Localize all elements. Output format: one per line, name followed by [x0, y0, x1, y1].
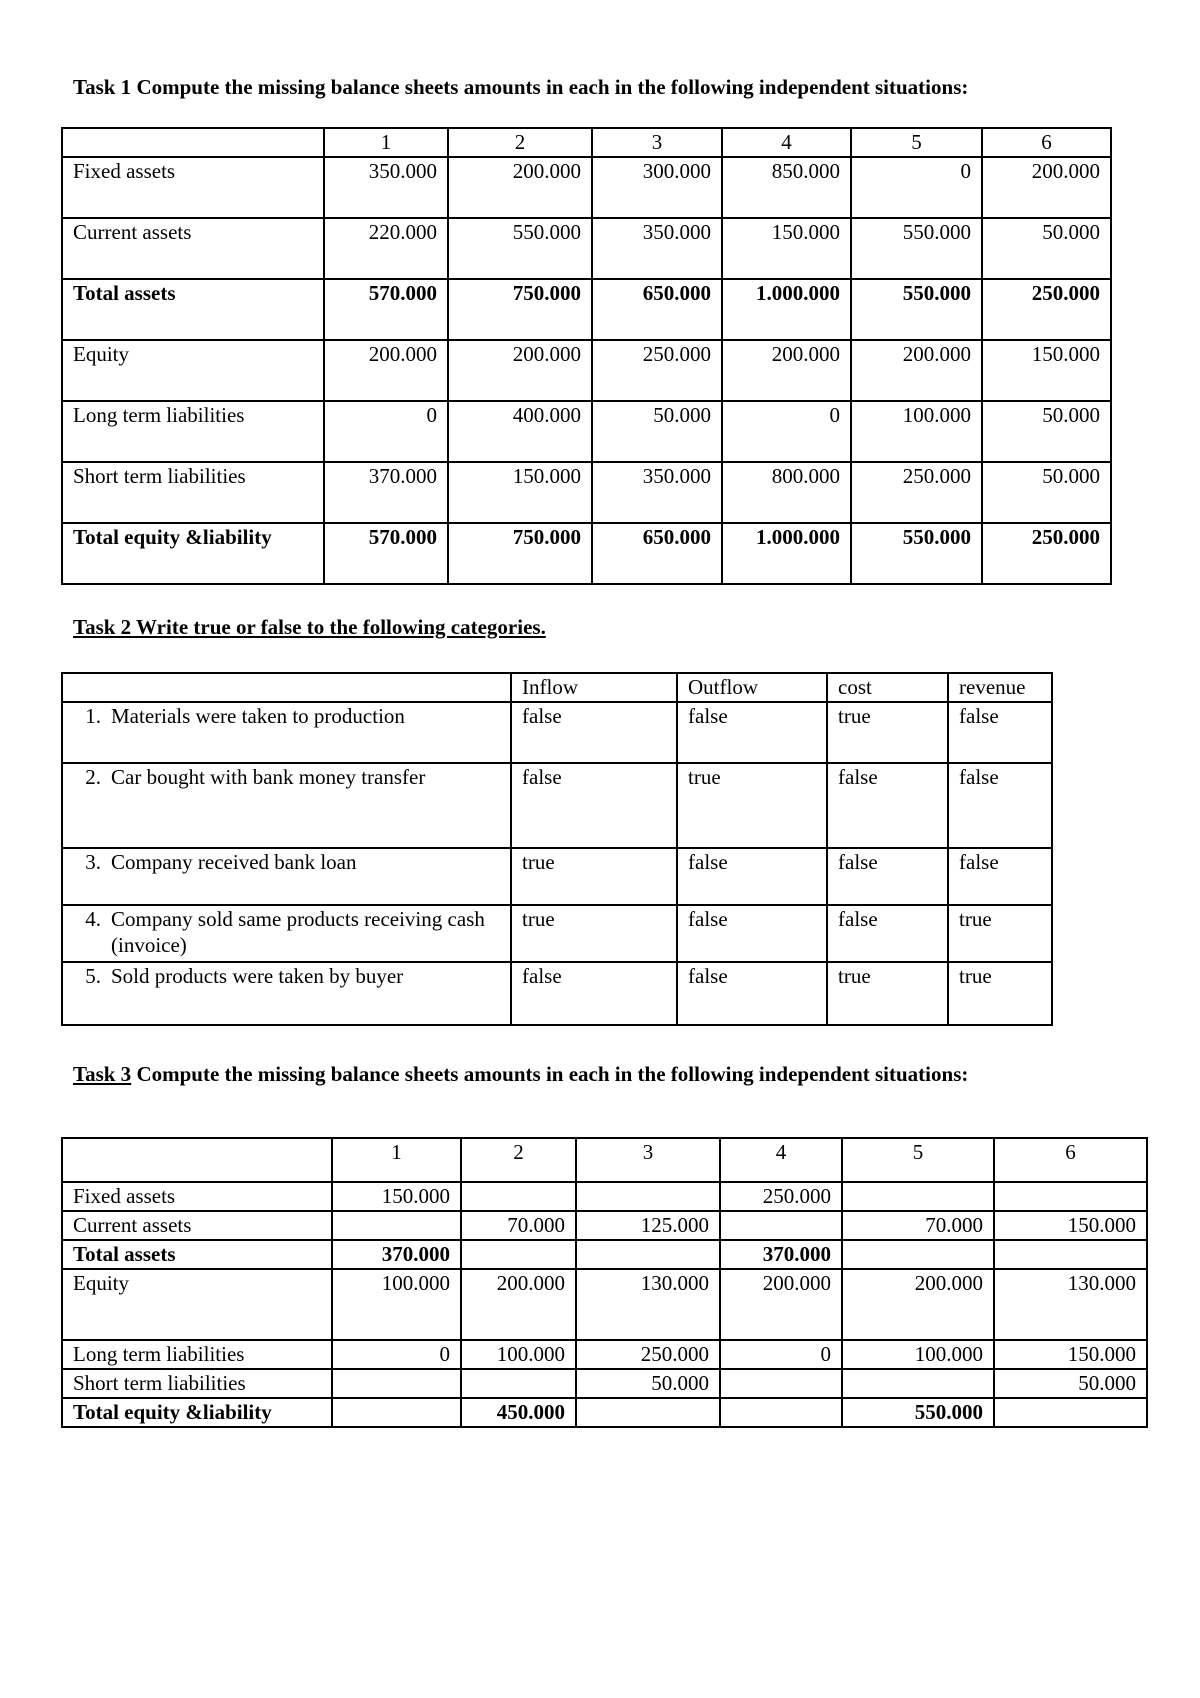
answer-cell: true — [511, 848, 677, 905]
value-cell: 750.000 — [448, 523, 592, 584]
answer-cell: false — [948, 702, 1052, 763]
task3-row-fixed-assets — [62, 1182, 1147, 1211]
answer-cell: false — [827, 848, 948, 905]
value-cell: 650.000 — [592, 523, 722, 584]
value-cell: 570.000 — [324, 523, 448, 584]
row-label: Fixed assets — [62, 157, 324, 218]
item-number: 3. — [85, 850, 101, 874]
value-cell: 150.000 — [332, 1182, 461, 1211]
value-cell — [720, 1369, 842, 1398]
task1-table — [61, 127, 1112, 585]
task2-heading-text: Task 2 Write true or false to the following categories. — [73, 615, 546, 639]
value-cell: 350.000 — [592, 462, 722, 523]
value-cell — [576, 1240, 720, 1269]
row-label: Short term liabilities — [62, 1369, 332, 1398]
task2-row-label — [62, 848, 511, 905]
value-cell: 550.000 — [851, 218, 982, 279]
task3-heading-text: Compute the missing balance sheets amounts in each in the following independent situations: — [131, 1062, 969, 1086]
item-text: Car bought with bank money transfer — [111, 765, 426, 789]
row-label: Long term liabilities — [62, 401, 324, 462]
answer-cell: true — [827, 702, 948, 763]
value-cell: 350.000 — [324, 157, 448, 218]
answer-cell: false — [677, 848, 827, 905]
answer-cell: true — [948, 962, 1052, 1025]
task2-col-header: Outflow — [677, 673, 827, 702]
task1-row-total-assets — [62, 279, 1111, 340]
task2-corner-cell — [62, 673, 511, 702]
value-cell: 50.000 — [982, 218, 1111, 279]
value-cell — [461, 1369, 576, 1398]
value-cell: 0 — [851, 157, 982, 218]
value-cell — [332, 1369, 461, 1398]
value-cell — [576, 1182, 720, 1211]
value-cell: 150.000 — [994, 1340, 1147, 1369]
value-cell: 370.000 — [720, 1240, 842, 1269]
task2-row-label — [62, 763, 511, 848]
value-cell: 550.000 — [851, 523, 982, 584]
item-text: Company sold same products receiving cash (invoice) — [111, 907, 485, 957]
answer-cell: false — [827, 763, 948, 848]
value-cell: 350.000 — [592, 218, 722, 279]
value-cell: 50.000 — [994, 1369, 1147, 1398]
row-label: Long term liabilities — [62, 1340, 332, 1369]
task2-row-label — [62, 702, 511, 763]
row-label: Equity — [62, 1269, 332, 1340]
task2-row — [62, 702, 1052, 763]
value-cell: 50.000 — [592, 401, 722, 462]
task1-row-current-assets — [62, 218, 1111, 279]
task2-col-header: cost — [827, 673, 948, 702]
value-cell: 200.000 — [324, 340, 448, 401]
value-cell: 50.000 — [982, 462, 1111, 523]
task3-heading — [73, 1062, 968, 1087]
value-cell: 370.000 — [324, 462, 448, 523]
value-cell — [842, 1182, 994, 1211]
task3-col-header: 4 — [720, 1138, 842, 1182]
value-cell — [994, 1182, 1147, 1211]
value-cell: 200.000 — [461, 1269, 576, 1340]
value-cell: 250.000 — [851, 462, 982, 523]
value-cell: 150.000 — [994, 1211, 1147, 1240]
value-cell: 250.000 — [982, 523, 1111, 584]
task2-header-row — [62, 673, 1052, 702]
item-text: Sold products were taken by buyer — [111, 964, 404, 988]
row-label: Total equity &liability — [62, 523, 324, 584]
value-cell: 450.000 — [461, 1398, 576, 1427]
value-cell — [994, 1398, 1147, 1427]
value-cell: 300.000 — [592, 157, 722, 218]
value-cell — [994, 1240, 1147, 1269]
task2-col-header: revenue — [948, 673, 1052, 702]
value-cell — [461, 1240, 576, 1269]
value-cell: 1.000.000 — [722, 523, 851, 584]
answer-cell: false — [511, 763, 677, 848]
value-cell: 200.000 — [448, 157, 592, 218]
task2-row — [62, 763, 1052, 848]
task1-col-header: 3 — [592, 128, 722, 157]
task3-row-short-term-liabilities — [62, 1369, 1147, 1398]
row-label: Equity — [62, 340, 324, 401]
value-cell: 250.000 — [592, 340, 722, 401]
value-cell: 550.000 — [448, 218, 592, 279]
task1-corner-cell — [62, 128, 324, 157]
task1-col-header: 4 — [722, 128, 851, 157]
value-cell: 100.000 — [461, 1340, 576, 1369]
value-cell: 0 — [722, 401, 851, 462]
value-cell — [576, 1398, 720, 1427]
row-label: Fixed assets — [62, 1182, 332, 1211]
task3-row-equity — [62, 1269, 1147, 1340]
value-cell — [332, 1398, 461, 1427]
answer-cell: false — [511, 702, 677, 763]
item-text: Materials were taken to production — [111, 704, 405, 728]
answer-cell: false — [677, 962, 827, 1025]
value-cell: 200.000 — [842, 1269, 994, 1340]
value-cell: 130.000 — [576, 1269, 720, 1340]
task3-row-total-assets — [62, 1240, 1147, 1269]
item-number: 5. — [85, 964, 101, 988]
value-cell — [842, 1240, 994, 1269]
task1-heading — [73, 75, 968, 100]
task1-row-fixed-assets — [62, 157, 1111, 218]
task1-row-equity — [62, 340, 1111, 401]
value-cell: 70.000 — [461, 1211, 576, 1240]
value-cell: 150.000 — [982, 340, 1111, 401]
value-cell: 850.000 — [722, 157, 851, 218]
task1-heading-prefix: Task 1 — [73, 75, 132, 99]
value-cell: 250.000 — [982, 279, 1111, 340]
task3-header-row — [62, 1138, 1147, 1182]
answer-cell: true — [948, 905, 1052, 962]
answer-cell: false — [948, 848, 1052, 905]
task1-col-header: 2 — [448, 128, 592, 157]
answer-cell: true — [677, 763, 827, 848]
value-cell — [842, 1369, 994, 1398]
task3-row-long-term-liabilities — [62, 1340, 1147, 1369]
task3-col-header: 2 — [461, 1138, 576, 1182]
row-label: Current assets — [62, 218, 324, 279]
task2-row-label — [62, 905, 511, 962]
answer-cell: true — [827, 962, 948, 1025]
task1-row-total-equity-liability — [62, 523, 1111, 584]
task2-heading — [73, 615, 546, 640]
task3-col-header: 5 — [842, 1138, 994, 1182]
item-text: Company received bank loan — [111, 850, 357, 874]
row-label: Total equity &liability — [62, 1398, 332, 1427]
value-cell: 370.000 — [332, 1240, 461, 1269]
task3-col-header: 6 — [994, 1138, 1147, 1182]
answer-cell: false — [677, 702, 827, 763]
value-cell: 1.000.000 — [722, 279, 851, 340]
task1-col-header: 6 — [982, 128, 1111, 157]
task1-col-header: 1 — [324, 128, 448, 157]
task1-row-long-term-liabilities — [62, 401, 1111, 462]
value-cell: 130.000 — [994, 1269, 1147, 1340]
value-cell: 200.000 — [448, 340, 592, 401]
value-cell: 0 — [324, 401, 448, 462]
value-cell: 50.000 — [982, 401, 1111, 462]
task1-heading-text: Compute the missing balance sheets amounts in each in the following independent situations: — [131, 75, 969, 99]
value-cell: 0 — [720, 1340, 842, 1369]
task1-header-row — [62, 128, 1111, 157]
value-cell: 570.000 — [324, 279, 448, 340]
value-cell: 100.000 — [851, 401, 982, 462]
answer-cell: false — [677, 905, 827, 962]
task3-row-current-assets — [62, 1211, 1147, 1240]
value-cell: 70.000 — [842, 1211, 994, 1240]
task2-table — [61, 672, 1053, 1026]
answer-cell: false — [948, 763, 1052, 848]
value-cell: 650.000 — [592, 279, 722, 340]
task2-row — [62, 848, 1052, 905]
task3-heading-prefix: Task 3 — [73, 1062, 132, 1086]
value-cell: 550.000 — [851, 279, 982, 340]
value-cell: 200.000 — [720, 1269, 842, 1340]
value-cell — [720, 1211, 842, 1240]
row-label: Total assets — [62, 1240, 332, 1269]
task3-col-header: 3 — [576, 1138, 720, 1182]
value-cell — [461, 1182, 576, 1211]
answer-cell: false — [511, 962, 677, 1025]
task3-col-header: 1 — [332, 1138, 461, 1182]
task3-row-total-equity-liability — [62, 1398, 1147, 1427]
item-number: 2. — [85, 765, 101, 789]
task2-row — [62, 962, 1052, 1025]
task1-row-short-term-liabilities — [62, 462, 1111, 523]
value-cell: 200.000 — [851, 340, 982, 401]
value-cell: 400.000 — [448, 401, 592, 462]
value-cell: 220.000 — [324, 218, 448, 279]
value-cell: 50.000 — [576, 1369, 720, 1398]
value-cell: 125.000 — [576, 1211, 720, 1240]
task2-col-header: Inflow — [511, 673, 677, 702]
task3-corner-cell — [62, 1138, 332, 1182]
task1-col-header: 5 — [851, 128, 982, 157]
item-number: 1. — [85, 704, 101, 728]
value-cell: 100.000 — [842, 1340, 994, 1369]
task2-row — [62, 905, 1052, 962]
row-label: Short term liabilities — [62, 462, 324, 523]
value-cell: 100.000 — [332, 1269, 461, 1340]
value-cell: 550.000 — [842, 1398, 994, 1427]
value-cell: 200.000 — [722, 340, 851, 401]
value-cell — [332, 1211, 461, 1240]
value-cell: 750.000 — [448, 279, 592, 340]
task2-row-label — [62, 962, 511, 1025]
item-number: 4. — [85, 907, 101, 931]
value-cell: 150.000 — [722, 218, 851, 279]
value-cell: 250.000 — [720, 1182, 842, 1211]
value-cell: 800.000 — [722, 462, 851, 523]
row-label: Total assets — [62, 279, 324, 340]
answer-cell: false — [827, 905, 948, 962]
value-cell: 250.000 — [576, 1340, 720, 1369]
value-cell: 150.000 — [448, 462, 592, 523]
answer-cell: true — [511, 905, 677, 962]
value-cell: 0 — [332, 1340, 461, 1369]
value-cell — [720, 1398, 842, 1427]
value-cell: 200.000 — [982, 157, 1111, 218]
task3-table — [61, 1137, 1148, 1428]
row-label: Current assets — [62, 1211, 332, 1240]
